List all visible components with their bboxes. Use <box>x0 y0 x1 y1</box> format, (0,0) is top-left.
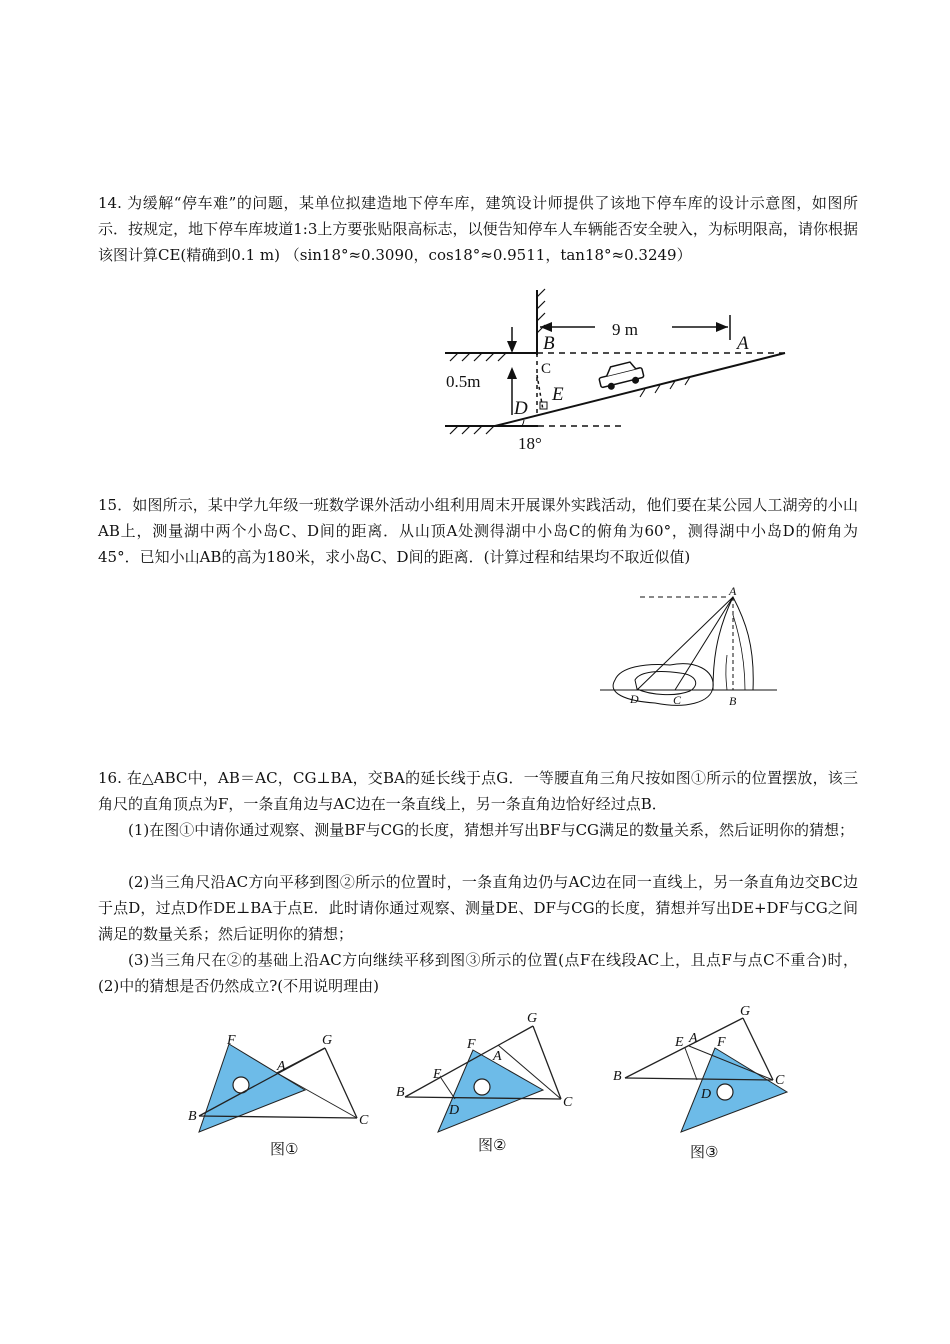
question-16-part-3: (3)当三角尺在②的基础上沿AC方向继续平移到图③所示的位置(点F在线段AC上，且点F与点C不重合)时，(2)中的猜想是否仍然成立?(不用说明理由) <box>98 951 858 995</box>
triangle-figure-3 <box>605 1000 800 1165</box>
parking-ramp-figure <box>440 285 790 457</box>
label-E: E <box>552 384 564 405</box>
triangle-figure-2 <box>393 1010 583 1160</box>
height-label: 0.5m <box>446 372 481 391</box>
fig3-label-C: C <box>775 1073 785 1088</box>
fig2-label-E: E <box>433 1067 442 1082</box>
fig2-label-B: B <box>396 1085 405 1100</box>
triangle-figure-1 <box>185 1030 375 1162</box>
fig2-label-G: G <box>527 1011 538 1026</box>
fig1-label-G: G <box>322 1033 333 1048</box>
question-16-part-2: (2)当三角尺沿AC方向平移到图②所示的位置时，一条直角边仍与AC边在同一直线上，另一条直角边交BC边于点D，过点D作DE⊥BA于点E．此时请你通过观察、测量DE、DF与CG的长度，猜想并写出DE+DF与CG之间满足的数量关系；然后证明你的猜想； <box>98 873 858 943</box>
lake-label-C: C <box>673 693 682 707</box>
lake-label-A: A <box>729 585 737 598</box>
fig1-label-B: B <box>188 1109 197 1124</box>
fig2-label-D: D <box>449 1103 460 1118</box>
lake-label-D: D <box>630 692 639 706</box>
question-16-intro: 16. 在△ABC中，AB＝AC，CG⊥BA，交BA的延长线于点G．一等腰直角三角尺按如图①所示的位置摆放，该三角尺的直角顶点为F，一条直角边与AC边在一条直线上，另一条直角边恰好经过点B． <box>98 769 858 813</box>
question-14-text: 14. 为缓解“停车难”的问题，某单位拟建造地下停车库，建筑设计师提供了该地下停车库的设计示意图，如图所示．按规定，地下停车库坡道1:3上方要张贴限高标志，以便告知停车人车辆能否安全驶入，为标明限高，请你根据该图计算CE(精确到0.1 m) （sin18°≈0.3090，cos18°≈0.9511，tan18°≈0.3249） <box>98 194 858 264</box>
question-16-part-1: (1)在图①中请你通过观察、测量BF与CG的长度，猜想并写出BF与CG满足的数量关系，然后证明你的猜想； <box>128 821 855 839</box>
lake-label-B: B <box>729 694 737 708</box>
fig3-label-A: A <box>689 1031 698 1046</box>
label-D: D <box>514 398 528 419</box>
label-C: C <box>541 361 552 377</box>
label-A: A <box>737 333 749 354</box>
question-15-text: 15．如图所示，某中学九年级一班数学课外活动小组利用周末开展课外实践活动，他们要在某公园人工湖旁的小山AB上，测量湖中两个小岛C、D间的距离．从山顶A处测得湖中小岛C的俯角为60°，测得湖中小岛D的俯角为45°．已知小山AB的高为180米，求小岛C、D间的距离．(计算过程和结果均不取近似值) <box>98 496 858 566</box>
car-icon <box>597 360 645 392</box>
lake-hill-figure <box>595 585 785 715</box>
fig2-label-F: F <box>467 1037 476 1052</box>
fig2-label-A: A <box>493 1049 502 1064</box>
fig2-caption: 图② <box>478 1136 507 1154</box>
fig1-label-A: A <box>277 1059 286 1074</box>
fig3-label-E: E <box>675 1035 684 1050</box>
fig1-caption: 图① <box>270 1140 299 1158</box>
label-B: B <box>543 333 555 354</box>
angle-label: 18° <box>518 434 542 453</box>
distance-label: 9 m <box>612 320 638 339</box>
fig3-label-B: B <box>613 1069 622 1084</box>
fig3-label-G: G <box>740 1004 751 1019</box>
fig1-label-F: F <box>227 1033 236 1048</box>
fig3-caption: 图③ <box>690 1143 719 1161</box>
fig3-label-D: D <box>701 1087 712 1102</box>
fig2-label-C: C <box>563 1095 573 1110</box>
fig1-label-C: C <box>359 1113 369 1128</box>
fig3-label-F: F <box>717 1035 726 1050</box>
